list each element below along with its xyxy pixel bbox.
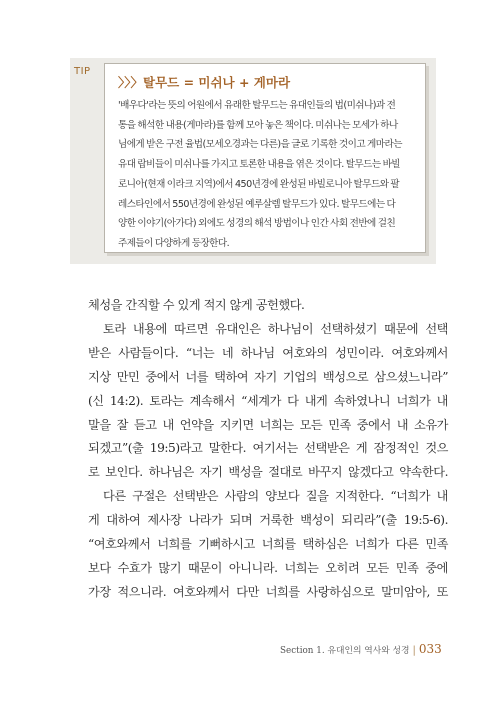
body-line: 지상 만민 중에서 너를 택하여 자기 기업의 백성으로 삼으셨느니라” (88, 369, 448, 384)
footer-separator: | (412, 645, 416, 656)
body-line: 보다 수효가 많기 때문이 아니니라. 너희는 오히려 모든 민족 중에 (88, 560, 448, 575)
section-title: Section 1. 유대인의 역사와 성경 (280, 646, 410, 656)
body-line: 되겠고”(출 19:5)라고 말한다. 여기서는 선택받은 게 잠정적인 것으 (88, 441, 448, 456)
body-line: 토라 내용에 따르면 유대인은 하나님이 선택하셨기 때문에 선택 (103, 321, 448, 336)
tip-line: 양한 이야기(아가다) 외에도 성경의 해석 방법이나 인간 사회 전반에 걸친 (118, 218, 396, 230)
body-line: 가장 적으니라. 여호와께서 다만 너희를 사랑하심으로 말미암아, 또 (88, 584, 448, 599)
page-number: 033 (418, 642, 442, 656)
tip-line: 유대 랍비들이 미쉬나를 가지고 토론한 내용을 엮은 것이다. 탈무드는 바빌 (118, 159, 401, 171)
body-line: “여호와께서 너희를 기뻐하시고 너희를 택하심은 너희가 다른 민족 (88, 537, 448, 552)
tip-title: 〉〉〉탈무드 = 미쉬나 + 게마라 (118, 75, 291, 90)
body-line: (신 14:2). 토라는 계속해서 “세계가 다 내게 속하였나니 너희가 내 (88, 393, 448, 408)
tip-line: 님에게 받은 구전 율법(모세오경과는 다른)을 글로 기록한 것이고 게마라는 (118, 139, 402, 151)
tip-line: 통을 해석한 내용(게마라)를 함께 모아 놓은 책이다. 미쉬나는 모세가 하나 (118, 119, 398, 131)
body-line: 게 대하여 제사장 나라가 되며 거룩한 백성이 되리라”(출 19:5-6). (88, 513, 448, 528)
tip-line: 로니아(현재 이라크 지역)에서 450년경에 완성된 바빌로니아 탈무드와 팔 (118, 178, 400, 190)
tip-line: 레스타인에서 550년경에 완성된 예루살렘 탈무드가 있다. 탈무드에는 다 (118, 198, 396, 210)
page-footer (280, 642, 442, 656)
body-text (88, 294, 448, 605)
tip-body (118, 96, 418, 254)
body-line: 말을 잘 듣고 내 언약을 지키면 너희는 모든 민족 중에서 내 소유가 (88, 417, 448, 432)
body-line: 다른 구절은 선택받은 사람의 양보다 질을 지적한다. “너희가 내 (103, 489, 448, 504)
tip-tag: TIP (74, 66, 91, 77)
tip-line: 주제들이 다양하게 등장한다. (118, 237, 230, 249)
body-line: 받은 사람들이다. “너는 네 하나님 여호와의 성민이라. 여호와께서 (88, 345, 448, 360)
tip-line: '배우다'라는 뜻의 어원에서 유래한 탈무드는 유대인들의 법(미쉬나)과 전 (118, 100, 396, 111)
body-line: 로 보인다. 하나님은 자기 백성을 절대로 바꾸지 않겠다고 약속한다. (88, 465, 448, 480)
body-line: 체성을 간직할 수 있게 적지 않게 공헌했다. (88, 298, 305, 312)
